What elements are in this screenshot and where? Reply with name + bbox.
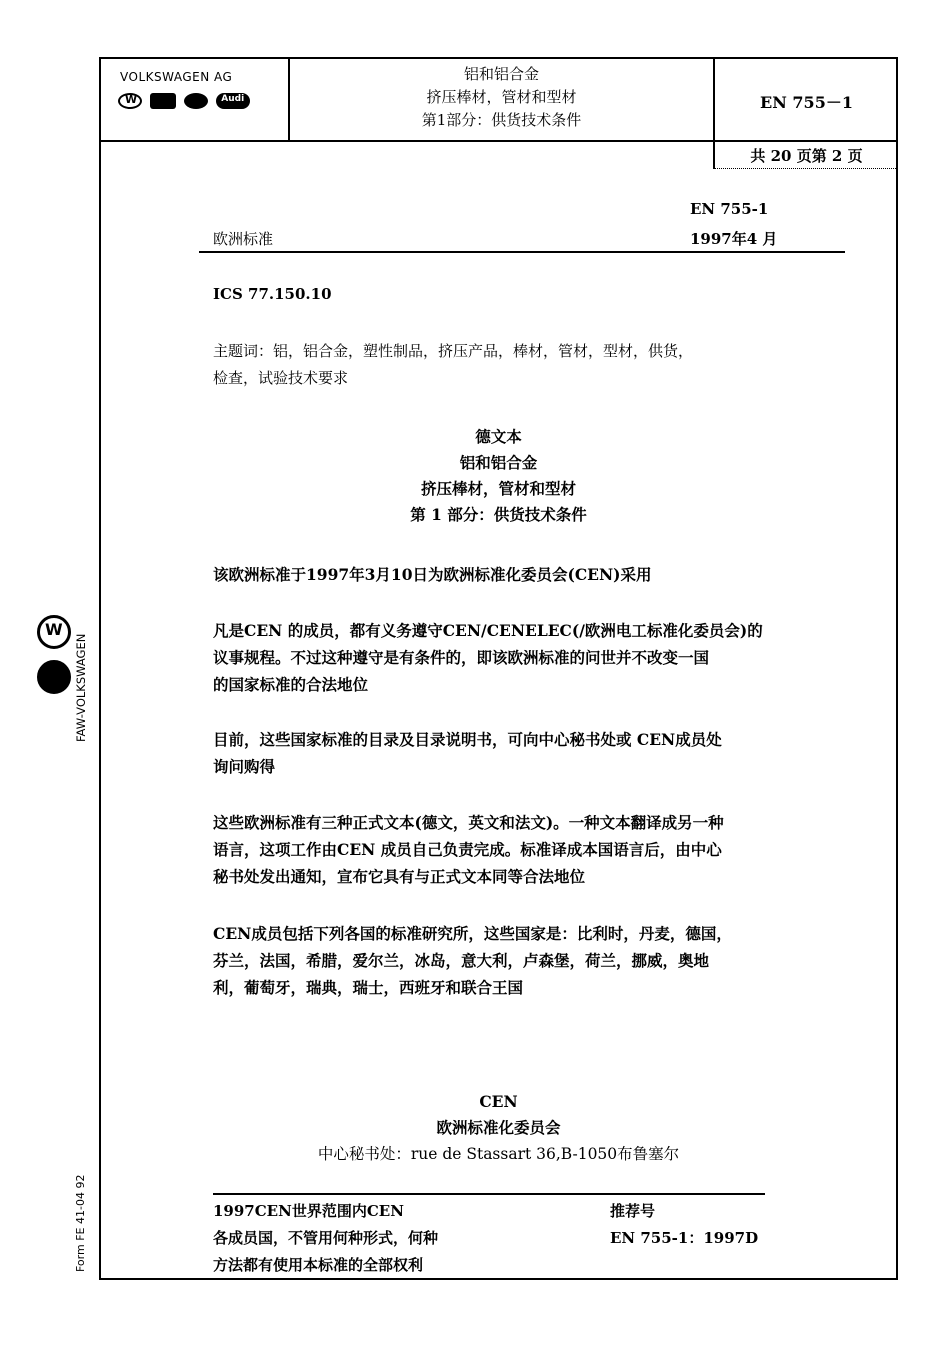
- doc-title: [99, 424, 898, 528]
- brand-name: VOLKSWAGEN AG: [120, 70, 233, 84]
- paragraph-line: 的国家标准的合法地位: [213, 675, 369, 694]
- reference-label: 推荐号: [610, 1202, 656, 1220]
- cen-name: 欧洲标准化委员会: [436, 1118, 561, 1137]
- paragraph-line: 议事规程。不过这种遵守是有条件的，即该欧洲标准的问世并不改变一国: [213, 648, 710, 667]
- paragraph-member-countries: [213, 920, 732, 1001]
- keywords: [213, 338, 693, 392]
- brand-logos: [118, 93, 253, 111]
- page-info-underline: [713, 168, 898, 169]
- page-info: 共 20 页第 2 页: [750, 147, 863, 165]
- paragraph-line: 目前，这些国家标准的目录及目录说明书，可向中心秘书处或 CEN成员处: [213, 730, 722, 749]
- cen-address: [99, 1089, 898, 1167]
- doc-title-line: 铝和铝合金: [459, 453, 538, 472]
- paragraph-line: 秘书处发出通知，宣布它具有与正式文本同等合法地位: [213, 867, 586, 886]
- copyright-line: 1997CEN世界范围内CEN: [213, 1202, 404, 1220]
- header-title-line: 第1部分：供货技术条件: [421, 111, 582, 129]
- header-title: [290, 63, 713, 132]
- vw-logo-icon: [118, 93, 142, 109]
- paragraph-catalogue: [213, 726, 722, 780]
- skoda-logo-icon: [184, 93, 208, 109]
- cen-secretariat: 中心秘书处：rue de Stassart 36,B-1050布鲁塞尔: [317, 1145, 680, 1163]
- vw-circle-icon: W: [37, 615, 71, 649]
- copyright-notice: [213, 1198, 438, 1279]
- doc-title-line: 挤压棒材，管材和型材: [420, 479, 576, 498]
- paragraph-line: 凡是CEN 的成员，都有义务遵守CEN/CENELEC(/欧洲电工标准化委员会)的: [213, 621, 763, 640]
- keywords-line: 主题词：铝，铝合金，塑性制品，挤压产品，棒材，管材，型材，供货，: [213, 342, 694, 360]
- doc-title-line: 德文本: [475, 427, 522, 446]
- faw-volkswagen-label: FAW-VOLKSWAGEN: [74, 633, 88, 742]
- faw-circle-icon: [37, 660, 71, 694]
- audi-logo-icon: [216, 93, 250, 109]
- paragraph-line: 该欧洲标准于1997年3月10日为欧洲标准化委员会(CEN)采用: [213, 565, 652, 584]
- paragraph-line: 语言，这项工作由CEN 成员自己负责完成。标准译成本国语言后，由中心: [213, 840, 722, 859]
- standard-code: EN 755－1: [760, 93, 853, 112]
- paragraph-line: 这些欧洲标准有三种正式文本(德文，英文和法文)。一种文本翻译成另一种: [213, 813, 724, 832]
- copyright-line: 方法都有使用本标准的全部权利: [213, 1256, 424, 1274]
- paragraph-adoption: [213, 561, 651, 588]
- ics-code: ICS 77.150.10: [213, 285, 332, 303]
- footer-line: [213, 1193, 765, 1195]
- paragraph-line: CEN成员包括下列各国的标准研究所，这些国家是：比利时，丹麦，德国，: [213, 924, 732, 943]
- paragraph-line: 询问购得: [213, 757, 276, 776]
- copyright-line: 各成员国，不管用何种形式，何种: [213, 1229, 439, 1247]
- seat-logo-icon: [150, 93, 176, 109]
- paragraph-line: 利，葡萄牙，瑞典，瑞士，西班牙和联合王国: [213, 978, 524, 997]
- doc-title-line: 第 1 部分：供货技术条件: [410, 505, 587, 524]
- doc-header-line: [199, 251, 845, 253]
- cen-label: CEN: [479, 1092, 518, 1111]
- doc-date: 1997年4 月: [690, 230, 778, 248]
- doc-category: 欧洲标准: [213, 230, 274, 248]
- form-number: Form FE 41-04 92: [74, 1174, 87, 1272]
- reference-value: EN 755-1：1997D: [610, 1229, 759, 1247]
- header-title-line: 挤压棒材，管材和型材: [426, 88, 577, 106]
- doc-code: EN 755-1: [690, 200, 769, 218]
- header-title-line: 铝和铝合金: [463, 65, 539, 83]
- reference-number: [610, 1198, 758, 1252]
- keywords-line: 检查，试验技术要求: [213, 369, 349, 387]
- paragraph-versions: [213, 809, 724, 890]
- paragraph-members-obligation: [213, 617, 763, 698]
- paragraph-line: 芬兰，法国，希腊，爱尔兰，冰岛，意大利，卢森堡，荷兰，挪威，奥地: [213, 951, 710, 970]
- header-bottom-line: [99, 140, 898, 142]
